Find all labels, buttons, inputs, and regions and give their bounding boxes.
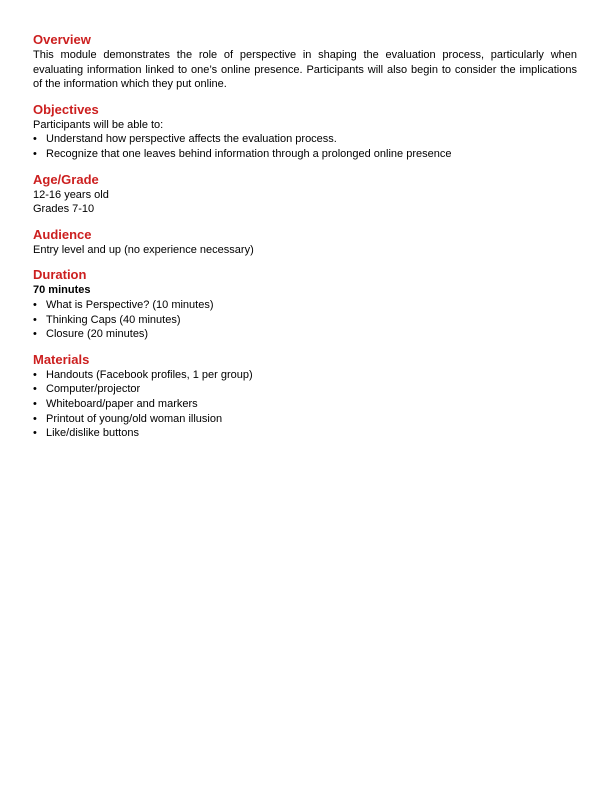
overview-heading: Overview	[33, 32, 91, 47]
audience-heading: Audience	[33, 226, 92, 242]
age-grade-section	[33, 172, 577, 217]
list-item	[33, 132, 577, 147]
bullet-icon: •	[33, 368, 37, 381]
materials-section	[33, 352, 577, 441]
audience-section	[33, 227, 577, 258]
list-item-text: Thinking Caps (40 minutes)	[46, 313, 181, 326]
bullet-icon: •	[33, 412, 37, 425]
age-grade-heading: Age/Grade	[33, 171, 99, 187]
list-item	[33, 382, 577, 397]
duration-list	[33, 298, 577, 342]
bullet-icon: •	[33, 133, 37, 146]
list-item-text: Understand how perspective affects the evaluation process.	[46, 133, 337, 146]
list-item	[33, 426, 577, 441]
list-item	[33, 313, 577, 328]
duration-section	[33, 267, 577, 341]
bullet-icon: •	[33, 397, 37, 410]
bullet-icon: •	[33, 328, 37, 341]
list-item-text: Whiteboard/paper and markers	[46, 397, 198, 410]
bullet-icon: •	[33, 147, 37, 160]
bullet-icon: •	[33, 383, 37, 396]
list-item	[33, 368, 577, 383]
overview-section	[33, 32, 577, 92]
duration-total: 70 minutes	[33, 284, 91, 297]
list-item	[33, 327, 577, 342]
list-item	[33, 147, 577, 162]
list-item-text: Like/dislike buttons	[46, 427, 139, 440]
bullet-icon: •	[33, 427, 37, 440]
bullet-icon: •	[33, 298, 37, 311]
list-item-text: Computer/projector	[46, 383, 141, 396]
list-item	[33, 412, 577, 427]
list-item-text: What is Perspective? (10 minutes)	[46, 298, 214, 311]
overview-text: This module demonstrates the role of perspective in shaping the evaluation process, particularly when evaluating information linked to one’s online presence. Participants will also begin to consider the implications of the information which they put online.	[33, 49, 577, 91]
objectives-list	[33, 132, 577, 161]
bullet-icon: •	[33, 313, 37, 326]
list-item-text: Printout of young/old woman illusion	[46, 412, 223, 425]
materials-list	[33, 368, 577, 441]
list-item-text: Handouts (Facebook profiles, 1 per group)	[46, 368, 253, 381]
duration-heading: Duration	[33, 267, 87, 283]
audience-text: Entry level and up (no experience necessary)	[33, 243, 254, 256]
document-page	[33, 32, 577, 451]
list-item-text: Closure (20 minutes)	[46, 328, 149, 341]
objectives-heading: Objectives	[33, 101, 99, 117]
list-item-text: Recognize that one leaves behind information through a prolonged online presence	[46, 147, 452, 160]
age-line: 12-16 years old	[33, 188, 109, 201]
list-item	[33, 397, 577, 412]
objectives-intro: Participants will be able to:	[33, 118, 164, 131]
materials-heading: Materials	[33, 351, 90, 367]
objectives-section	[33, 102, 577, 162]
list-item	[33, 298, 577, 313]
grade-line: Grades 7-10	[33, 203, 95, 216]
